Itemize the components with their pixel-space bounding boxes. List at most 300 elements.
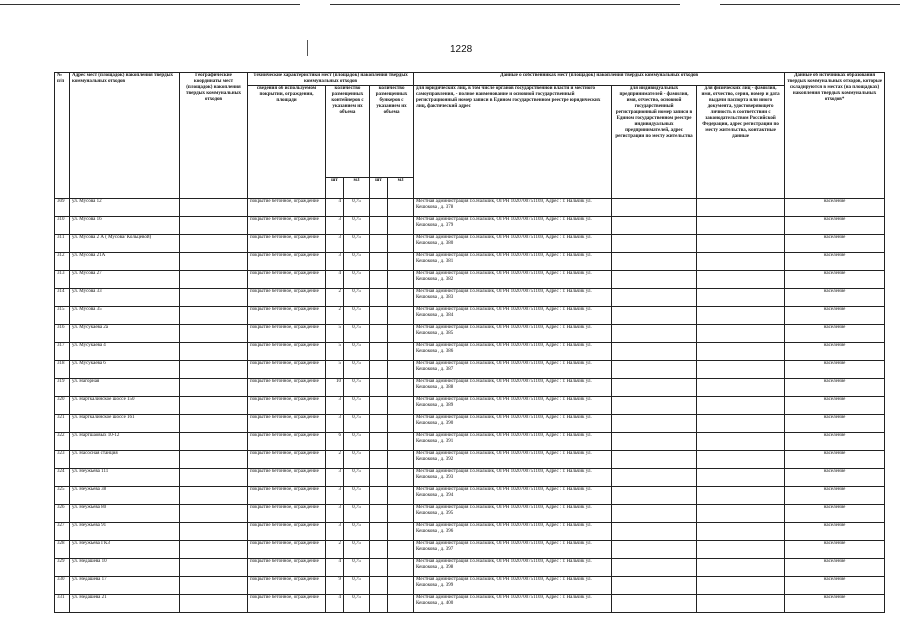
row-number: 317 <box>55 343 70 361</box>
row-address: ул. Мусукаева 6 <box>70 361 180 379</box>
row-owner-entrepreneur <box>612 505 697 523</box>
row-address: ул. Мусова 33 <box>70 289 180 307</box>
row-bunker-volume <box>388 235 414 253</box>
row-bunker-volume <box>388 271 414 289</box>
row-address: ул. Насосная станция <box>70 451 180 469</box>
row-container-count: 2 <box>326 451 344 469</box>
row-geo <box>180 361 248 379</box>
table-row <box>55 559 885 577</box>
row-container-volume: 0,75 <box>344 325 370 343</box>
row-source: население <box>785 469 885 487</box>
row-container-count: 2 <box>326 541 344 559</box>
row-number: 312 <box>55 253 70 271</box>
table-row <box>55 379 885 397</box>
row-number: 318 <box>55 361 70 379</box>
row-bunker-count <box>370 505 388 523</box>
row-owner-legal: Местная администрация г.о.Нальчик, ОГРН 1020700751169, Адрес : г. Нальчик ул. Кешокова , д. 398 <box>414 559 612 577</box>
row-bunker-volume <box>388 505 414 523</box>
row-container-volume: 0,75 <box>344 505 370 523</box>
row-owner-legal: Местная администрация г.о.Нальчик, ОГРН 1020700751169, Адрес : г. Нальчик ул. Кешокова , д. 392 <box>414 451 612 469</box>
table-row <box>55 235 885 253</box>
row-geo <box>180 199 248 217</box>
row-cover: покрытие бетонное, ограждение <box>248 325 326 343</box>
row-bunker-count <box>370 541 388 559</box>
row-number: 310 <box>55 217 70 235</box>
row-cover: покрытие бетонное, ограждение <box>248 343 326 361</box>
row-bunker-count <box>370 361 388 379</box>
row-container-volume: 0,75 <box>344 289 370 307</box>
row-owner-legal: Местная администрация г.о.Нальчик, ОГРН 1020700751169, Адрес : г. Нальчик ул. Кешокова , д. 389 <box>414 397 612 415</box>
row-owner-entrepreneur <box>612 541 697 559</box>
row-owner-legal: Местная администрация г.о.Нальчик, ОГРН 1020700751169, Адрес : г. Нальчик ул. Кешокова , д. 391 <box>414 433 612 451</box>
row-container-count: 5 <box>326 361 344 379</box>
row-container-volume: 0,75 <box>344 271 370 289</box>
row-number: 316 <box>55 325 70 343</box>
row-container-count: 2 <box>326 307 344 325</box>
row-bunker-volume <box>388 397 414 415</box>
row-cover: покрытие бетонное, ограждение <box>248 577 326 595</box>
row-bunker-count <box>370 577 388 595</box>
row-address: ул. Мусукаева 2а <box>70 325 180 343</box>
row-bunker-volume <box>388 523 414 541</box>
row-address: ул. Недашева 17 <box>70 577 180 595</box>
row-bunker-volume <box>388 379 414 397</box>
row-source: население <box>785 523 885 541</box>
row-geo <box>180 325 248 343</box>
row-bunker-count <box>370 451 388 469</box>
row-bunker-volume <box>388 595 414 613</box>
row-owner-entrepreneur <box>612 559 697 577</box>
scan-edge-line <box>330 4 680 5</box>
row-source: население <box>785 199 885 217</box>
row-container-volume: 0,75 <box>344 379 370 397</box>
row-owner-individual <box>697 595 785 613</box>
row-owner-entrepreneur <box>612 271 697 289</box>
row-owner-entrepreneur <box>612 433 697 451</box>
row-bunker-volume <box>388 433 414 451</box>
row-container-count: 6 <box>326 433 344 451</box>
row-bunker-count <box>370 271 388 289</box>
row-owner-individual <box>697 361 785 379</box>
row-bunker-volume <box>388 469 414 487</box>
row-bunker-volume <box>388 289 414 307</box>
row-number: 311 <box>55 235 70 253</box>
row-container-volume: 0,75 <box>344 433 370 451</box>
header-row-1 <box>55 73 885 86</box>
header-geo: Географические координаты мест (площадок) накопления твердых коммунальных отходов <box>180 73 248 199</box>
row-owner-individual <box>697 379 785 397</box>
row-cover: покрытие бетонное, ограждение <box>248 595 326 613</box>
row-source: население <box>785 289 885 307</box>
row-source: население <box>785 577 885 595</box>
row-container-volume: 0,75 <box>344 217 370 235</box>
row-owner-individual <box>697 559 785 577</box>
row-bunker-count <box>370 325 388 343</box>
row-source: население <box>785 217 885 235</box>
row-address: ул. Неужьева 91 <box>70 523 180 541</box>
row-address: ул. Мусова 12 <box>70 199 180 217</box>
waste-sites-table <box>54 72 885 613</box>
row-owner-entrepreneur <box>612 199 697 217</box>
row-container-count: 3 <box>326 397 344 415</box>
row-owner-individual <box>697 505 785 523</box>
row-container-count: 5 <box>326 325 344 343</box>
row-bunker-volume <box>388 253 414 271</box>
row-owner-individual <box>697 451 785 469</box>
header-num: № п/п <box>55 73 70 199</box>
row-cover: покрытие бетонное, ограждение <box>248 559 326 577</box>
table-row <box>55 307 885 325</box>
row-geo <box>180 469 248 487</box>
row-owner-entrepreneur <box>612 343 697 361</box>
table-row <box>55 469 885 487</box>
row-bunker-volume <box>388 361 414 379</box>
row-cover: покрытие бетонное, ограждение <box>248 199 326 217</box>
page-number: 1228 <box>450 44 473 55</box>
row-owner-individual <box>697 325 785 343</box>
row-bunker-count <box>370 235 388 253</box>
row-geo <box>180 523 248 541</box>
row-geo <box>180 235 248 253</box>
row-address: ул. Мусова 2 А ( Мусова/ Кольцевой) <box>70 235 180 253</box>
row-source: население <box>785 343 885 361</box>
table-row <box>55 361 885 379</box>
row-owner-legal: Местная администрация г.о.Нальчик, ОГРН 1020700751169, Адрес : г. Нальчик ул. Кешокова , д. 390 <box>414 415 612 433</box>
row-bunker-volume <box>388 451 414 469</box>
row-owner-entrepreneur <box>612 577 697 595</box>
row-address: ул. Нарткалинское шоссе 161 <box>70 415 180 433</box>
row-container-volume: 0,75 <box>344 577 370 595</box>
row-address: ул. Недашева 10 <box>70 559 180 577</box>
row-bunker-volume <box>388 487 414 505</box>
table-row <box>55 433 885 451</box>
row-geo <box>180 577 248 595</box>
row-address: ул. Недашева 21 <box>70 595 180 613</box>
row-container-count: 3 <box>326 415 344 433</box>
table-row <box>55 289 885 307</box>
row-owner-entrepreneur <box>612 595 697 613</box>
row-owner-legal: Местная администрация г.о.Нальчик, ОГРН 1020700751169, Адрес : г. Нальчик ул. Кешокова , д. 381 <box>414 253 612 271</box>
row-cover: покрытие бетонное, ограждение <box>248 469 326 487</box>
row-geo <box>180 253 248 271</box>
row-container-count: 9 <box>326 577 344 595</box>
row-owner-individual <box>697 343 785 361</box>
row-bunker-volume <box>388 199 414 217</box>
row-number: 320 <box>55 397 70 415</box>
row-address: ул. Мусова 16 <box>70 217 180 235</box>
header-owner: Данные о собственниках мест (площадок) накопления твердых коммунальных отходов <box>414 73 785 86</box>
table-row <box>55 577 885 595</box>
row-number: 309 <box>55 199 70 217</box>
row-bunker-count <box>370 199 388 217</box>
table-row <box>55 487 885 505</box>
row-address: ул. Мусова 27 <box>70 271 180 289</box>
row-container-count: 3 <box>326 469 344 487</box>
row-bunker-volume <box>388 541 414 559</box>
row-source: население <box>785 253 885 271</box>
header-individual: для физических лиц - фамилия, имя, отчество, серия, номер и дата выдачи паспорта или иного документа, удостоверяющего личность в соответствии с законодательством Российской Федерации, адрес регистрации по месту жительства, контактные данные <box>697 86 785 199</box>
row-owner-legal: Местная администрация г.о.Нальчик, ОГРН 1020700751169, Адрес : г. Нальчик ул. Кешокова , д. 383 <box>414 289 612 307</box>
row-source: население <box>785 271 885 289</box>
row-cover: покрытие бетонное, ограждение <box>248 271 326 289</box>
row-container-count: 3 <box>326 523 344 541</box>
row-address: ул. Неужьева 38 <box>70 487 180 505</box>
row-owner-individual <box>697 199 785 217</box>
row-number: 321 <box>55 415 70 433</box>
row-number: 314 <box>55 289 70 307</box>
header-legal: для юридических лиц, в том числе органов государственной власти и местного самоуправления, - полное наименование и основной государственный регистрационный номер записи в Едином государственном реестре юридических лиц, фактический адрес <box>414 86 612 199</box>
row-source: население <box>785 361 885 379</box>
row-bunker-volume <box>388 577 414 595</box>
row-owner-legal: Местная администрация г.о.Нальчик, ОГРН 1020700751169, Адрес : г. Нальчик ул. Кешокова , д. 385 <box>414 325 612 343</box>
row-owner-entrepreneur <box>612 469 697 487</box>
row-container-count: 3 <box>326 505 344 523</box>
row-cover: покрытие бетонное, ограждение <box>248 235 326 253</box>
row-container-volume: 0,75 <box>344 469 370 487</box>
header-containers: количество размещенных контейнеров с указанием их объема <box>326 86 370 178</box>
row-owner-entrepreneur <box>612 451 697 469</box>
row-cover: покрытие бетонное, ограждение <box>248 487 326 505</box>
row-owner-individual <box>697 289 785 307</box>
row-owner-entrepreneur <box>612 487 697 505</box>
row-source: население <box>785 307 885 325</box>
row-owner-entrepreneur <box>612 415 697 433</box>
row-cover: покрытие бетонное, ограждение <box>248 397 326 415</box>
table-row <box>55 595 885 613</box>
row-container-count: 10 <box>326 379 344 397</box>
row-owner-legal: Местная администрация г.о.Нальчик, ОГРН 1020700751169, Адрес : г. Нальчик ул. Кешокова , д. 394 <box>414 487 612 505</box>
table-row <box>55 199 885 217</box>
header-address: Адрес мест (площадок) накопления твердых коммунальных отходов <box>70 73 180 199</box>
row-source: население <box>785 541 885 559</box>
row-owner-entrepreneur <box>612 307 697 325</box>
row-owner-individual <box>697 307 785 325</box>
row-number: 324 <box>55 469 70 487</box>
row-geo <box>180 289 248 307</box>
row-number: 326 <box>55 505 70 523</box>
table-row <box>55 397 885 415</box>
row-bunker-volume <box>388 307 414 325</box>
table-row <box>55 343 885 361</box>
row-bunker-count <box>370 487 388 505</box>
row-owner-legal: Местная администрация г.о.Нальчик, ОГРН 1020700751169, Адрес : г. Нальчик ул. Кешокова , д. 386 <box>414 343 612 361</box>
row-bunker-count <box>370 343 388 361</box>
row-container-volume: 0,75 <box>344 235 370 253</box>
row-bunker-volume <box>388 343 414 361</box>
row-owner-individual <box>697 523 785 541</box>
row-owner-legal: Местная администрация г.о.Нальчик, ОГРН 1020700751169, Адрес : г. Нальчик ул. Кешокова , д. 382 <box>414 271 612 289</box>
row-owner-individual <box>697 235 785 253</box>
table-row <box>55 523 885 541</box>
row-bunker-volume <box>388 325 414 343</box>
row-cover: покрытие бетонное, ограждение <box>248 415 326 433</box>
row-owner-entrepreneur <box>612 289 697 307</box>
row-owner-entrepreneur <box>612 325 697 343</box>
row-owner-legal: Местная администрация г.о.Нальчик, ОГРН 1020700751169, Адрес : г. Нальчик ул. Кешокова , д. 379 <box>414 217 612 235</box>
row-container-count: 4 <box>326 271 344 289</box>
header-bunkers: количество размещенных бункеров с указанием их объема <box>370 86 414 178</box>
row-container-count: 4 <box>326 559 344 577</box>
row-owner-entrepreneur <box>612 379 697 397</box>
row-bunker-count <box>370 253 388 271</box>
row-number: 325 <box>55 487 70 505</box>
row-container-count: 5 <box>326 343 344 361</box>
unit-pcs: шт <box>370 178 388 199</box>
row-cover: покрытие бетонное, ограждение <box>248 451 326 469</box>
row-bunker-count <box>370 217 388 235</box>
row-geo <box>180 595 248 613</box>
row-number: 327 <box>55 523 70 541</box>
row-owner-individual <box>697 253 785 271</box>
row-container-count: 3 <box>326 235 344 253</box>
row-owner-legal: Местная администрация г.о.Нальчик, ОГРН 1020700751169, Адрес : г. Нальчик ул. Кешокова , д. 380 <box>414 235 612 253</box>
row-source: население <box>785 379 885 397</box>
row-geo <box>180 451 248 469</box>
row-owner-individual <box>697 397 785 415</box>
row-container-count: 2 <box>326 289 344 307</box>
row-container-count: 3 <box>326 217 344 235</box>
table-row <box>55 217 885 235</box>
row-owner-individual <box>697 487 785 505</box>
row-number: 323 <box>55 451 70 469</box>
row-bunker-volume <box>388 559 414 577</box>
scan-edge-line <box>720 4 900 5</box>
row-owner-individual <box>697 217 785 235</box>
row-geo <box>180 271 248 289</box>
row-number: 329 <box>55 559 70 577</box>
row-source: население <box>785 433 885 451</box>
row-container-volume: 0,75 <box>344 253 370 271</box>
row-owner-legal: Местная администрация г.о.Нальчик, ОГРН 1020700751169, Адрес : г. Нальчик ул. Кешокова , д. 393 <box>414 469 612 487</box>
row-address: ул. Неужьева ГКЗ <box>70 541 180 559</box>
row-geo <box>180 217 248 235</box>
row-owner-legal: Местная администрация г.о.Нальчик, ОГРН 1020700751169, Адрес : г. Нальчик ул. Кешокова , д. 384 <box>414 307 612 325</box>
row-address: ул. Нартшаовых 10-12 <box>70 433 180 451</box>
table-row <box>55 325 885 343</box>
row-owner-entrepreneur <box>612 397 697 415</box>
row-source: население <box>785 397 885 415</box>
row-owner-legal: Местная администрация г.о.Нальчик, ОГРН 1020700751169, Адрес : г. Нальчик ул. Кешокова , д. 399 <box>414 577 612 595</box>
row-cover: покрытие бетонное, ограждение <box>248 253 326 271</box>
row-container-count: 4 <box>326 199 344 217</box>
row-bunker-count <box>370 595 388 613</box>
row-owner-individual <box>697 433 785 451</box>
table-row <box>55 451 885 469</box>
row-number: 319 <box>55 379 70 397</box>
table-row <box>55 415 885 433</box>
header-entrepreneur: для индивидуальных предпринимателей - фамилия, имя, отчество, основной государственный регистрационный номер записи в Едином государственном реестре индивидуальных предпринимателей, адрес регистрации по месту жительства <box>612 86 697 199</box>
row-address: ул. Мусукаева 4 <box>70 343 180 361</box>
row-container-volume: 0,75 <box>344 397 370 415</box>
row-owner-individual <box>697 271 785 289</box>
row-bunker-count <box>370 559 388 577</box>
row-number: 322 <box>55 433 70 451</box>
row-geo <box>180 541 248 559</box>
row-address: ул. Нарткалинское шоссе 150 <box>70 397 180 415</box>
row-number: 331 <box>55 595 70 613</box>
row-cover: покрытие бетонное, ограждение <box>248 541 326 559</box>
row-number: 330 <box>55 577 70 595</box>
row-container-volume: 0,75 <box>344 451 370 469</box>
row-owner-entrepreneur <box>612 523 697 541</box>
table-row <box>55 271 885 289</box>
row-geo <box>180 397 248 415</box>
row-geo <box>180 487 248 505</box>
row-cover: покрытие бетонное, ограждение <box>248 433 326 451</box>
row-container-count: 4 <box>326 595 344 613</box>
table-body <box>55 199 885 613</box>
row-owner-entrepreneur <box>612 361 697 379</box>
row-geo <box>180 433 248 451</box>
row-owner-individual <box>697 577 785 595</box>
row-source: население <box>785 415 885 433</box>
row-cover: покрытие бетонное, ограждение <box>248 217 326 235</box>
row-owner-legal: Местная администрация г.о.Нальчик, ОГРН 1020700751169, Адрес : г. Нальчик ул. Кешокова , д. 396 <box>414 523 612 541</box>
unit-m3: м3 <box>344 178 370 199</box>
row-owner-legal: Местная администрация г.о.Нальчик, ОГРН 1020700751169, Адрес : г. Нальчик ул. Кешокова , д. 387 <box>414 361 612 379</box>
row-geo <box>180 379 248 397</box>
row-source: население <box>785 325 885 343</box>
row-bunker-count <box>370 379 388 397</box>
row-source: население <box>785 487 885 505</box>
row-cover: покрытие бетонное, ограждение <box>248 307 326 325</box>
row-number: 315 <box>55 307 70 325</box>
scan-edge-line <box>0 4 300 5</box>
row-owner-individual <box>697 469 785 487</box>
row-owner-individual <box>697 541 785 559</box>
row-geo <box>180 559 248 577</box>
row-bunker-count <box>370 415 388 433</box>
row-bunker-count <box>370 289 388 307</box>
row-bunker-count <box>370 307 388 325</box>
row-container-count: 3 <box>326 253 344 271</box>
row-address: ул. Мусова 21А <box>70 253 180 271</box>
row-owner-entrepreneur <box>612 253 697 271</box>
row-container-volume: 0,75 <box>344 541 370 559</box>
row-container-volume: 0,75 <box>344 343 370 361</box>
table-row <box>55 541 885 559</box>
row-bunker-volume <box>388 217 414 235</box>
header-source: Данные об источниках образования твердых коммунальных отходов, которые складируются в местах (на площадках) накопления твердых коммунальных отходов* <box>785 73 885 199</box>
row-bunker-count <box>370 469 388 487</box>
row-owner-entrepreneur <box>612 217 697 235</box>
row-geo <box>180 505 248 523</box>
header-cover: сведения об используемом покрытии, ограждении, площади <box>248 86 326 199</box>
row-owner-legal: Местная администрация г.о.Нальчик, ОГРН 1020700751169, Адрес : г. Нальчик ул. Кешокова , д. 400 <box>414 595 612 613</box>
row-address: ул. Неужьева 80 <box>70 505 180 523</box>
row-container-volume: 0,75 <box>344 595 370 613</box>
row-bunker-volume <box>388 415 414 433</box>
row-bunker-count <box>370 433 388 451</box>
binding-mark <box>307 40 308 56</box>
row-address: ул. Мусова 35 <box>70 307 180 325</box>
row-cover: покрытие бетонное, ограждение <box>248 523 326 541</box>
header-tech: Технические характеристики мест (площадок) накопления твердых коммунальных отходов <box>248 73 414 86</box>
row-container-volume: 0,75 <box>344 199 370 217</box>
row-geo <box>180 307 248 325</box>
row-container-volume: 0,75 <box>344 307 370 325</box>
row-bunker-count <box>370 397 388 415</box>
row-number: 328 <box>55 541 70 559</box>
row-owner-legal: Местная администрация г.о.Нальчик, ОГРН 1020700751169, Адрес : г. Нальчик ул. Кешокова , д. 395 <box>414 505 612 523</box>
row-container-volume: 0,75 <box>344 523 370 541</box>
row-cover: покрытие бетонное, ограждение <box>248 379 326 397</box>
unit-m3: м3 <box>388 178 414 199</box>
row-cover: покрытие бетонное, ограждение <box>248 289 326 307</box>
row-container-volume: 0,75 <box>344 559 370 577</box>
row-geo <box>180 415 248 433</box>
row-owner-individual <box>697 415 785 433</box>
